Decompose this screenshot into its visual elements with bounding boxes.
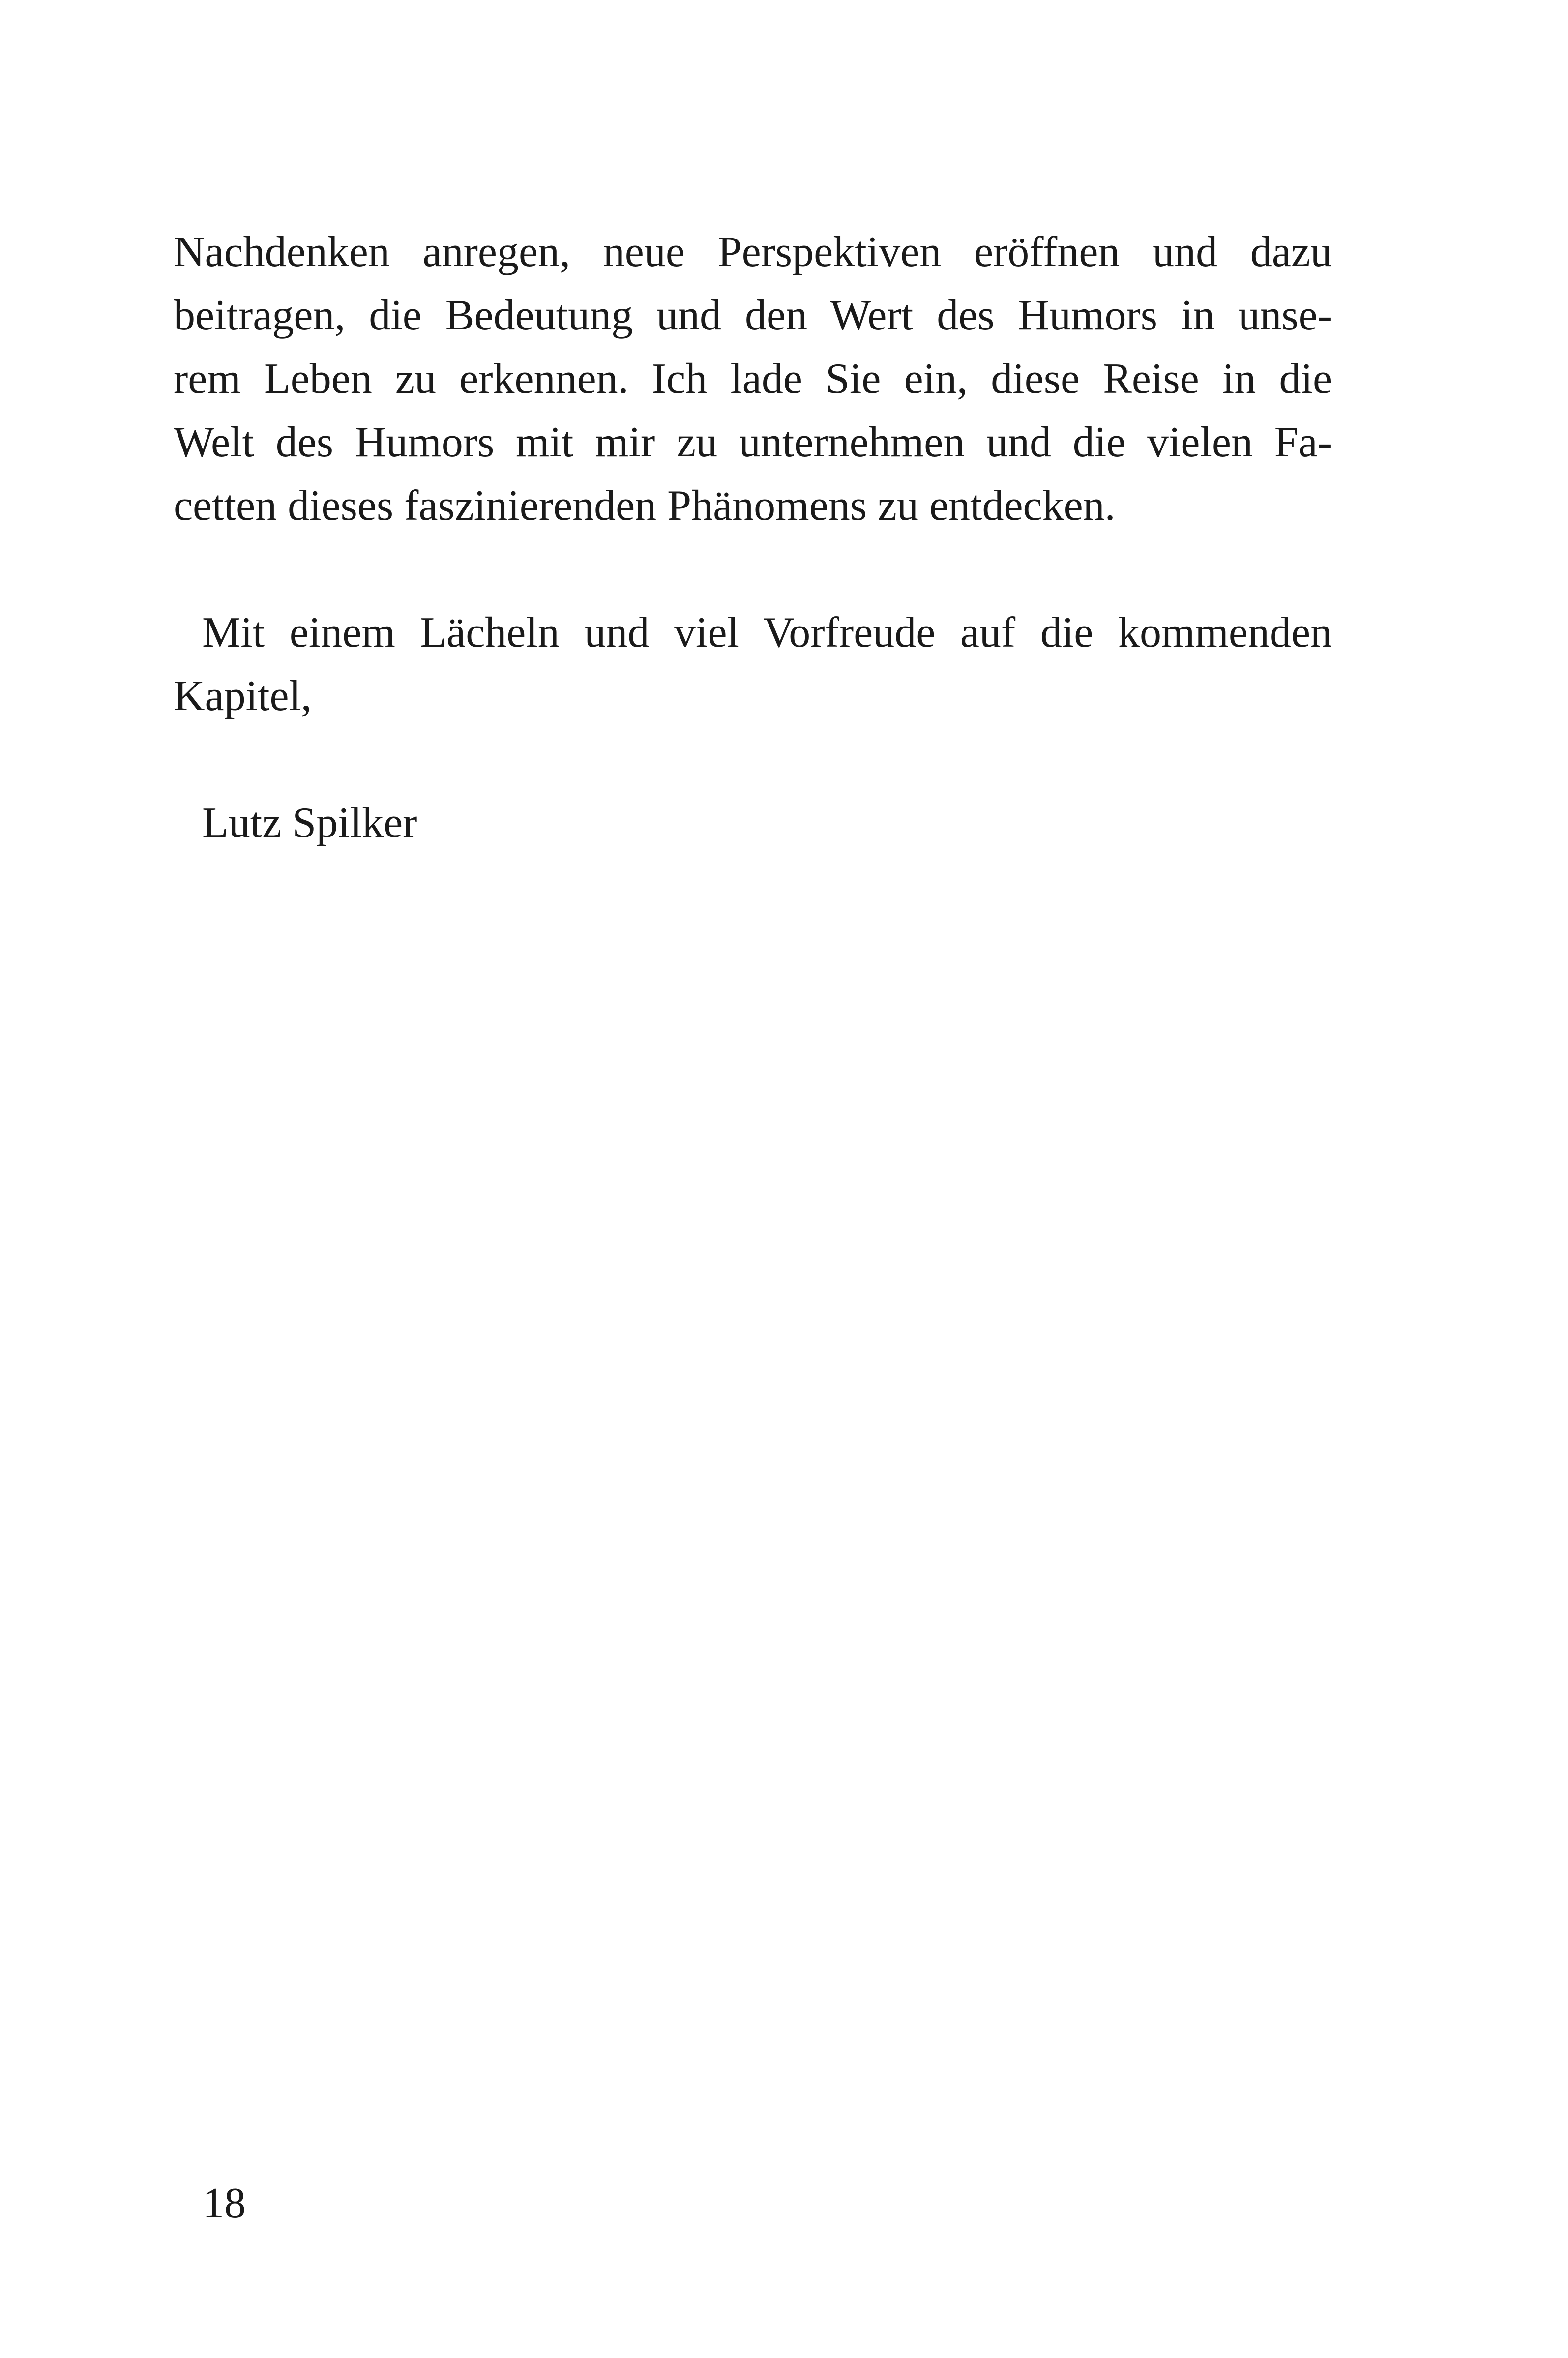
text-line: beitragen, die Bedeutung und den Wert des Humors in unse- — [174, 292, 1332, 339]
text-line: Welt des Humors mit mir zu unternehmen und die vielen Fa- — [174, 418, 1332, 466]
text-line: Nachdenken anregen, neue Perspektiven eröffnen und dazu — [174, 228, 1332, 276]
text-line: Mit einem Lächeln und viel Vorfreude auf die kommenden — [202, 609, 1332, 657]
paragraph-spacer — [174, 728, 1332, 791]
paragraph-1 — [174, 220, 1332, 537]
page-number: 18 — [203, 2179, 246, 2227]
text-line: cetten dieses faszinierenden Phänomens zu entdecken. — [174, 482, 1116, 530]
paragraph-2 — [174, 601, 1332, 728]
signature: Lutz Spilker — [202, 799, 417, 847]
body-text — [174, 220, 1332, 855]
text-line: Kapitel, — [174, 672, 312, 720]
paragraph-spacer — [174, 537, 1332, 601]
text-line: rem Leben zu erkennen. Ich lade Sie ein, diese Reise in die — [174, 355, 1332, 403]
